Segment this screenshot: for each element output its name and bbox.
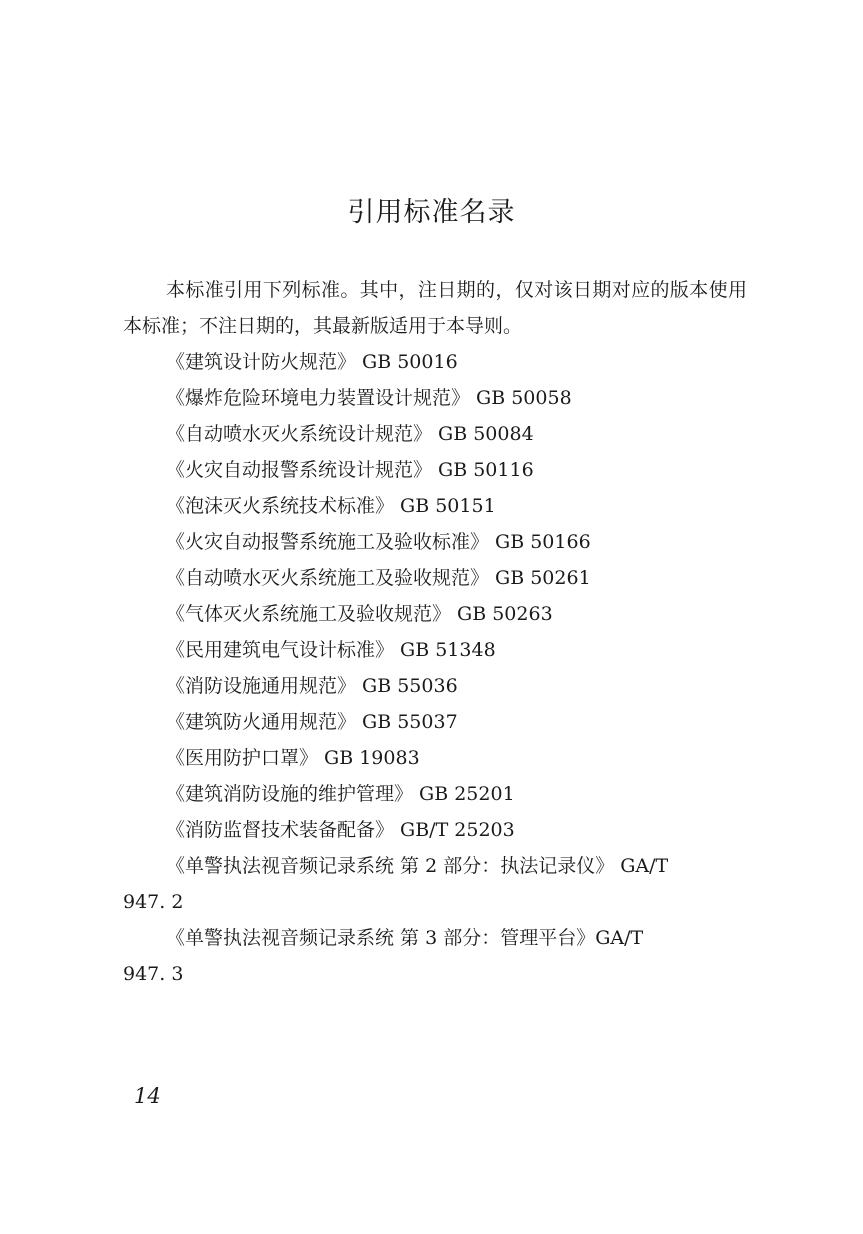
- reference-item: 《建筑消防设施的维护管理》 GB 25201: [166, 783, 515, 805]
- reference-item: 《自动喷水灭火系统施工及验收规范》 GB 50261: [166, 567, 591, 589]
- reference-item: 《消防设施通用规范》 GB 55036: [166, 675, 458, 697]
- reference-item: 《自动喷水灭火系统设计规范》 GB 50084: [166, 423, 534, 445]
- reference-item: 《医用防护口罩》 GB 19083: [166, 747, 420, 769]
- reference-item: 《民用建筑电气设计标准》 GB 51348: [166, 639, 496, 661]
- reference-item: 《火灾自动报警系统设计规范》 GB 50116: [166, 459, 534, 481]
- reference-item-first-line: 《单警执法视音频记录系统 第 3 部分：管理平台》GA/T: [166, 927, 644, 949]
- body-text: [123, 272, 747, 992]
- page-number: 14: [134, 1084, 161, 1108]
- reference-item: 《建筑防火通用规范》 GB 55037: [166, 711, 458, 733]
- reference-item: 《泡沫灭火系统技术标准》 GB 50151: [166, 495, 496, 517]
- page-title: 引用标准名录: [347, 197, 516, 228]
- reference-item: 《建筑设计防火规范》 GB 50016: [166, 351, 458, 373]
- reference-item-continuation: 947. 3: [123, 963, 184, 985]
- reference-item: 《气体灭火系统施工及验收规范》 GB 50263: [166, 603, 553, 625]
- reference-item: 《火灾自动报警系统施工及验收标准》 GB 50166: [166, 531, 591, 553]
- reference-item: 《消防监督技术装备配备》 GB/T 25203: [166, 819, 515, 841]
- reference-item-continuation: 947. 2: [123, 891, 184, 913]
- reference-item: 《爆炸危险环境电力装置设计规范》 GB 50058: [166, 387, 572, 409]
- intro-paragraph: 本标准引用下列标准。其中，注日期的，仅对该日期对应的版本使用本标准；不注日期的，其最新版适用于本导则。: [123, 279, 747, 337]
- reference-item-first-line: 《单警执法视音频记录系统 第 2 部分：执法记录仪》 GA/T: [166, 855, 669, 877]
